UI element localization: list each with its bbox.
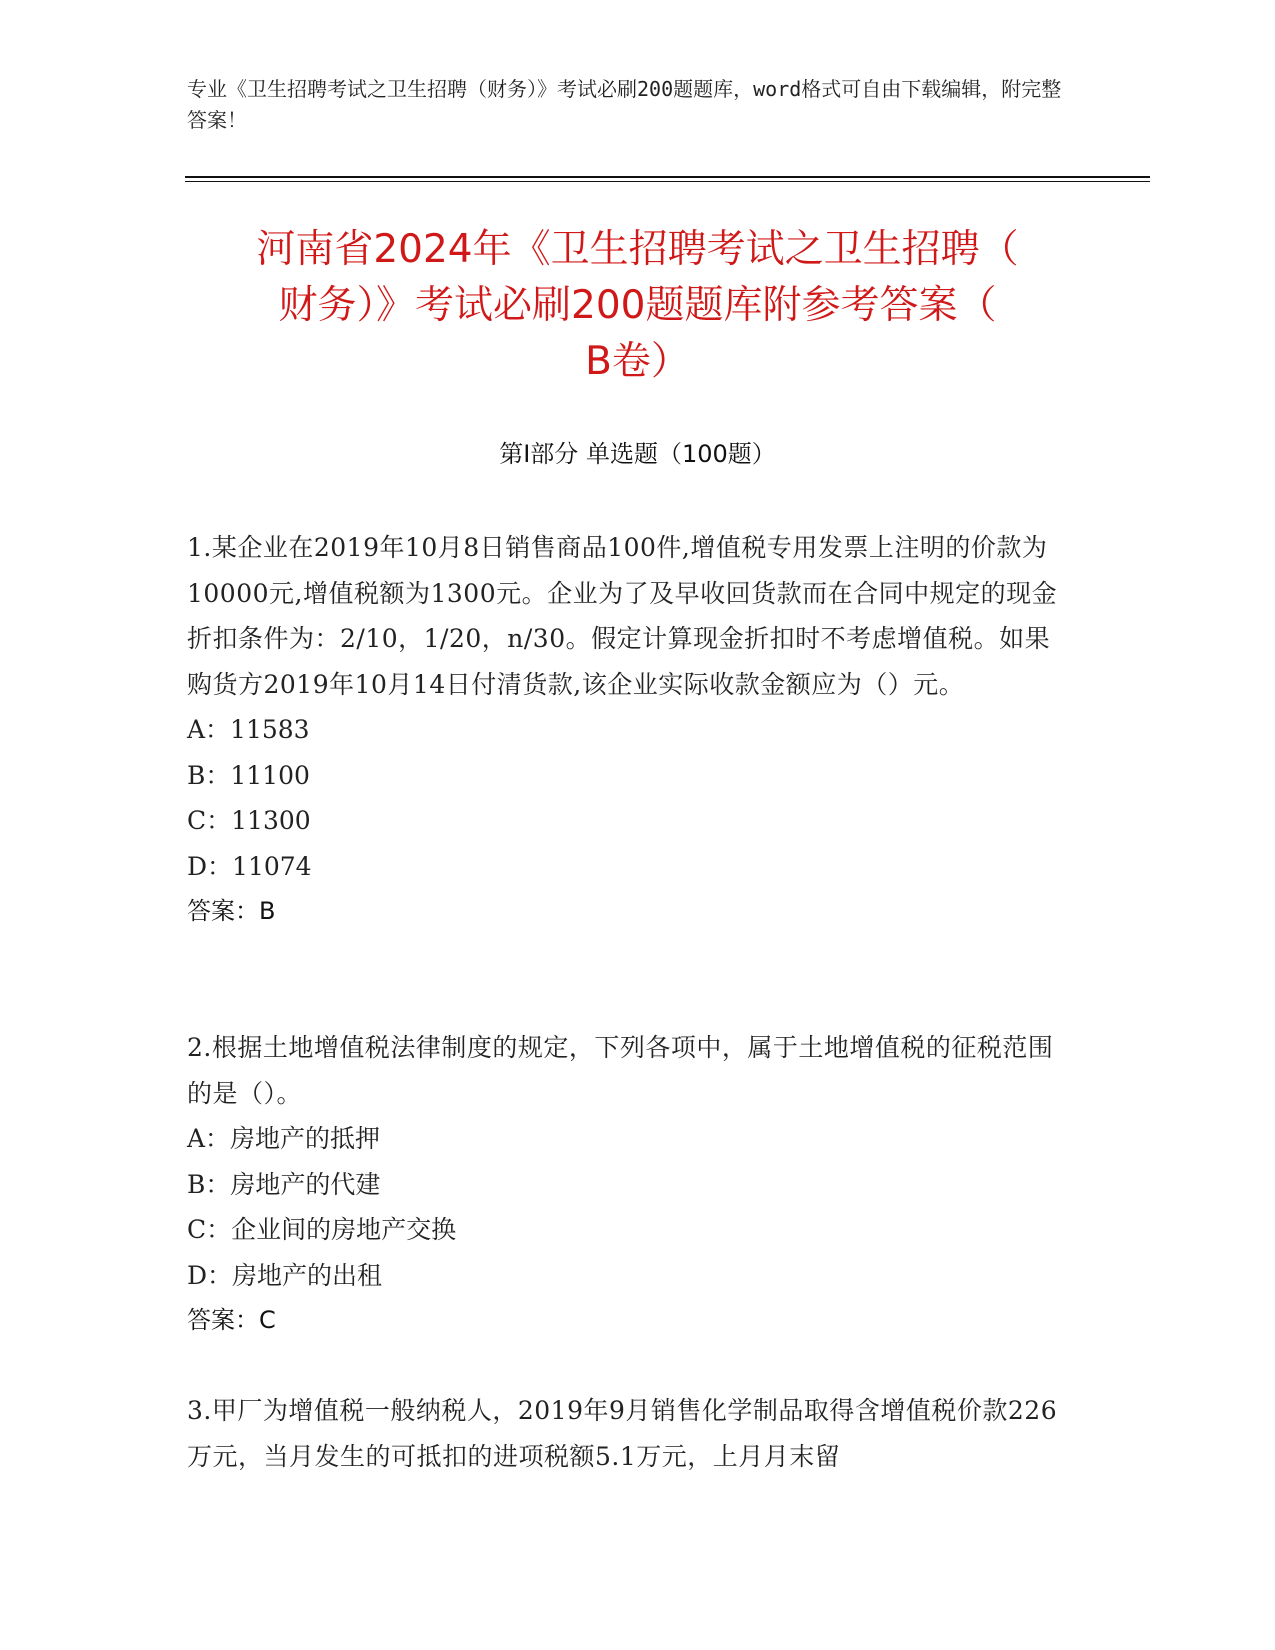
document-title-line-1: 河南省2024年《卫生招聘考试之卫生招聘（ [256, 227, 1019, 272]
document-title-line-3: B卷） [585, 339, 690, 384]
answer-line: 答案：C [187, 1306, 276, 1334]
header-rule-thick [185, 176, 1150, 178]
question-1 [187, 525, 1067, 935]
option-c: C：11300 [187, 806, 311, 835]
option-a: A：房地产的抵押 [187, 1124, 381, 1153]
option-c: C：企业间的房地产交换 [187, 1215, 457, 1244]
header-note: 专业《卫生招聘考试之卫生招聘（财务）》考试必刷200题题库，word格式可自由下载编辑，附完整答案！ [187, 77, 1062, 132]
question-stem: 2.根据土地增值税法律制度的规定，下列各项中，属于土地增值税的征税范围的是（）。 [187, 1033, 1054, 1108]
option-b: B：房地产的代建 [187, 1169, 381, 1199]
section-heading: 第Ⅰ部分 单选题（100题） [499, 440, 776, 468]
header-rule-thin [185, 181, 1150, 182]
option-b: B：11100 [187, 760, 310, 790]
question-2 [187, 1025, 1067, 1344]
answer-line: 答案：B [187, 897, 276, 925]
option-a: A：11583 [187, 715, 310, 744]
document-title [160, 222, 1115, 390]
document-title-line-2: 财务）》考试必刷200题题库附参考答案（ [278, 283, 997, 328]
option-d: D：11074 [187, 851, 312, 881]
question-stem: 1.某企业在2019年10月8日销售商品100件,增值税专用发票上注明的价款为10000元,增值税额为1300元。企业为了及早收回货款而在合同中规定的现金折扣条件为：2/10，1/20，n/30。假定计算现金折扣时不考虑增值税。如果购货方2019年10月14日付清货款,该企业实际收款金额应为（）元。 [187, 533, 1058, 699]
option-d: D：房地产的出租 [187, 1260, 383, 1290]
question-3 [187, 1388, 1067, 1479]
question-stem: 3.甲厂为增值税一般纳税人，2019年9月销售化学制品取得含增值税价款226万元，当月发生的可抵扣的进项税额5.1万元，上月月末留 [187, 1396, 1058, 1471]
